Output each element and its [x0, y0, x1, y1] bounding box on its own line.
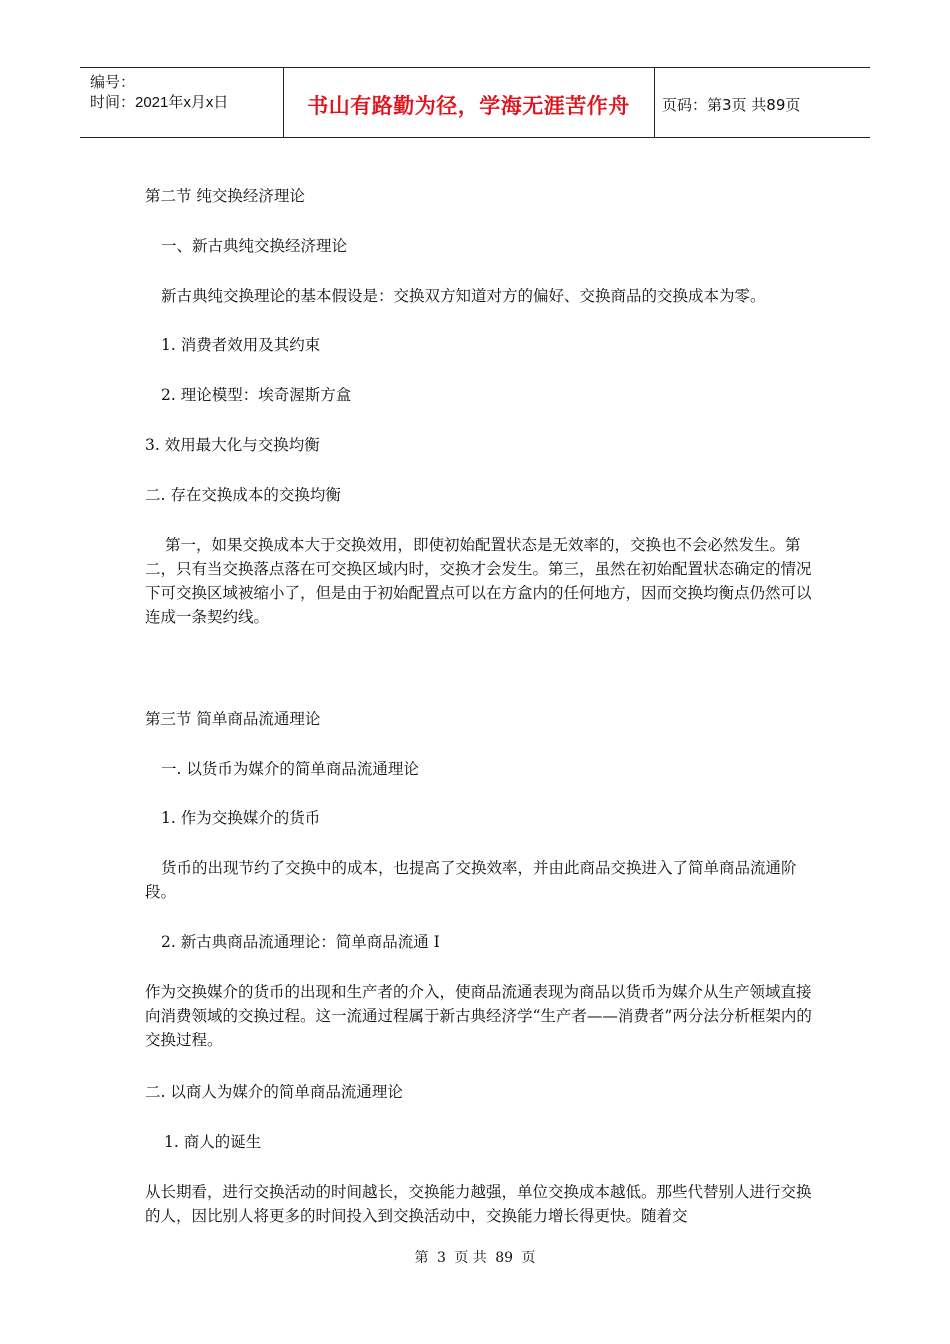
subsection-title: 二. 以商人为媒介的简单商品流通理论 [145, 1083, 403, 1101]
list-item: 3. 效用最大化与交换均衡 [145, 436, 320, 454]
paragraph: 作为交换媒介的货币的出现和生产者的介入，使商品流通表现为商品以货币为媒介从生产领域直接向消费领域的交换过程。这一流通过程属于新古典经济学“生产者——消费者”两分法分析框架内的交换过程。 [145, 983, 812, 1049]
page-footer [0, 1247, 950, 1267]
paragraph: 从长期看，进行交换活动的时间越长，交换能力越强，单位交换成本越低。那些代替别人进行交换的人，因比别人将更多的时间投入到交换活动中，交换能力增长得更快。随着交 [145, 1183, 812, 1225]
motto-text: 书山有路勤为径，学海无涯苦作舟 [307, 94, 630, 118]
footer-total-pages: 89 [495, 1250, 514, 1266]
section-title-2: 第二节 纯交换经济理论 [145, 187, 305, 205]
document-date: 时间：2021年x月x日 [90, 94, 229, 111]
document-number-label: 编号： [90, 74, 136, 91]
paragraph: 新古典纯交换理论的基本假设是：交换双方知道对方的偏好、交换商品的交换成本为零。 [161, 287, 766, 305]
list-item: 2. 新古典商品流通理论：简单商品流通 I [161, 933, 440, 951]
paragraph: 货币的出现节约了交换中的成本，也提高了交换效率，并由此商品交换进入了简单商品流通阶段。 [145, 859, 797, 901]
subsection-title: 一、新古典纯交换经济理论 [161, 237, 348, 255]
list-item: 1. 作为交换媒介的货币 [161, 809, 321, 827]
footer-prefix: 第 [414, 1250, 429, 1266]
subsection-title: 一. 以货币为媒介的简单商品流通理论 [161, 760, 419, 778]
footer-middle: 页 共 [454, 1250, 487, 1266]
header-page-info: 页码：第3页 共89页 [662, 96, 801, 114]
header-page-cell [654, 68, 870, 137]
header-meta-cell [80, 68, 284, 137]
footer-suffix: 页 [521, 1250, 536, 1266]
list-item: 2. 理论模型：埃奇渥斯方盒 [161, 386, 352, 404]
list-item: 1. 消费者效用及其约束 [161, 336, 321, 354]
page-header [80, 67, 870, 138]
section-title-3: 第三节 简单商品流通理论 [145, 710, 321, 728]
header-motto-cell [283, 68, 655, 137]
paragraph: 第一，如果交换成本大于交换效用，即使初始配置状态是无效率的，交换也不会必然发生。第二，只有当交换落点落在可交换区域内时，交换才会发生。第三，虽然在初始配置状态确定的情况下可交换区域被缩小了，但是由于初始配置点可以在方盒内的任何地方，因而交换均衡点仍然可以连成一条契约线。 [145, 536, 812, 626]
footer-current-page: 3 [436, 1250, 446, 1266]
subsection-title: 二. 存在交换成本的交换均衡 [145, 486, 341, 504]
list-item: 1. 商人的诞生 [164, 1133, 262, 1151]
